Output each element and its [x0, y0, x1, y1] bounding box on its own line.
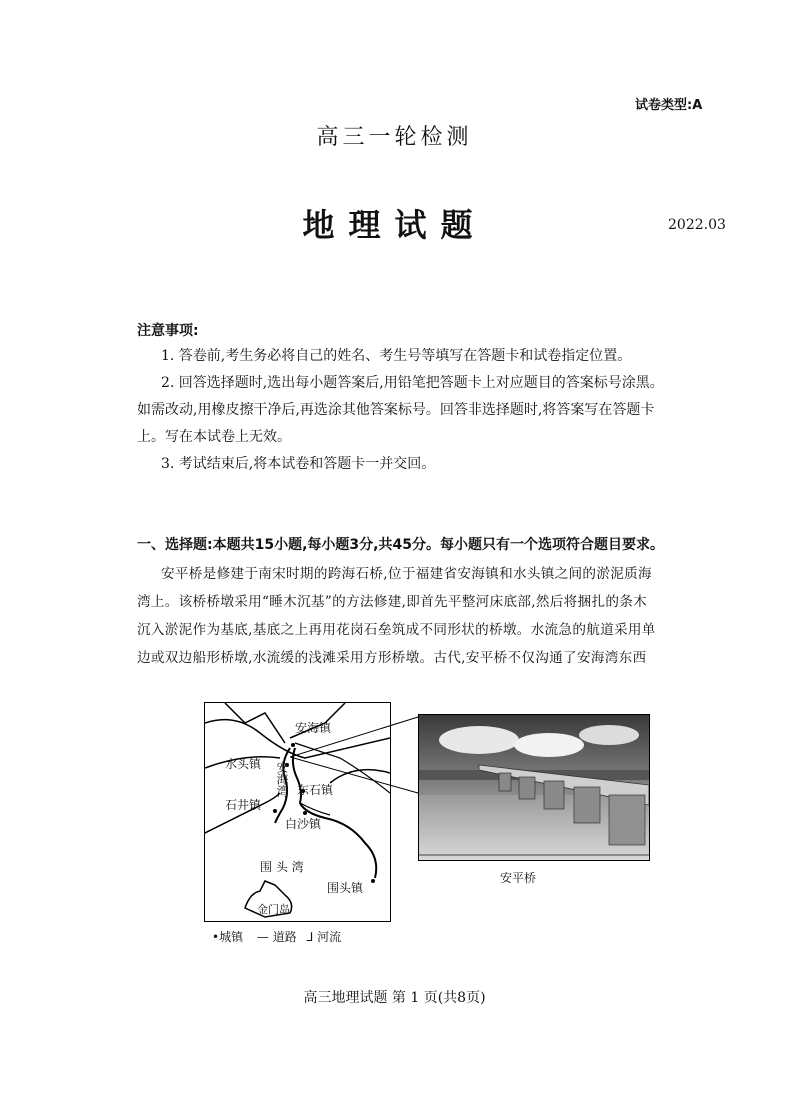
connector-lines — [290, 715, 420, 795]
town-anhai: 安海镇 — [295, 721, 332, 735]
notice-item-3: 3. 考试结束后,将本试卷和答题卡一并交回。 — [161, 456, 436, 472]
town-baisha: 白沙镇 — [285, 817, 322, 831]
map-legend — [212, 928, 341, 945]
sea-weitou-bay: 围 头 湾 — [260, 860, 304, 874]
bridge-photo-image — [419, 715, 649, 860]
photo-caption: 安平桥 — [500, 871, 537, 885]
island-jinmen: 金门岛 — [257, 903, 290, 916]
exam-subtitle: 高三一轮检测 — [316, 125, 473, 150]
legend-road: 道路 — [272, 930, 297, 944]
passage-line-3: 沉入淤泥作为基底,基底之上再用花岗石垒筑成不同形状的桥墩。水流急的航道采用单 — [137, 622, 656, 638]
town-shuitou: 水头镇 — [225, 757, 262, 771]
bridge-photo — [418, 714, 650, 861]
legend-town: •城镇 — [212, 930, 244, 944]
legend-river: 河流 — [317, 930, 342, 944]
notice-item-2-cont: 如需改动,用橡皮擦干净后,再选涂其他答案标号。回答非选择题时,将答案写在答题卡 — [137, 402, 655, 418]
town-weitou: 围头镇 — [327, 881, 364, 895]
exam-title: 地理试题 — [302, 206, 487, 244]
notice-item-1: 1. 答卷前,考生务必将自己的姓名、考生号等填写在答题卡和试卷指定位置。 — [161, 348, 632, 364]
town-shijing: 石井镇 — [225, 798, 262, 812]
section-heading: 一、选择题:本题共15小题,每小题3分,共45分。每小题只有一个选项符合题目要求。 — [137, 537, 664, 553]
notice-item-2-end: 上。写在本试卷上无效。 — [137, 429, 291, 445]
exam-date: 2022.03 — [668, 217, 726, 233]
passage-line-1: 安平桥是修建于南宋时期的跨海石桥,位于福建省安海镇和水头镇之间的淤泥质海 — [161, 566, 652, 582]
notice-heading: 注意事项: — [137, 323, 199, 339]
legend-road-icon: — — [256, 930, 269, 944]
notice-item-2: 2. 回答选择题时,选出每小题答案后,用铅笔把答题卡上对应题目的答案标号涂黑。 — [161, 375, 664, 391]
town-dongshi: 东石镇 — [297, 783, 334, 797]
passage-line-2: 湾上。该桥桥墩采用“睡木沉基”的方法修建,即首先平整河床底部,然后将捆扎的条木 — [137, 594, 648, 610]
paper-type-label: 试卷类型:A — [635, 98, 703, 113]
passage-line-4: 边或双边船形桥墩,水流缓的浅滩采用方形桥墩。古代,安平桥不仅沟通了安海湾东西 — [137, 650, 647, 666]
legend-river-icon: ⅃ — [306, 930, 314, 944]
bay-anhai: 安海湾 — [275, 761, 289, 797]
page-footer: 高三地理试题 第 1 页(共8页) — [303, 990, 486, 1006]
